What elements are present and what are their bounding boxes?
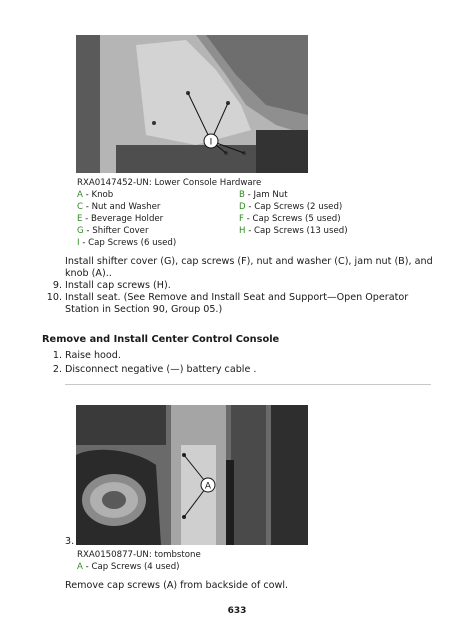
legend-item bbox=[77, 225, 149, 237]
callout-i-label: I bbox=[209, 137, 213, 148]
legend-item bbox=[239, 201, 342, 213]
legend-key: G bbox=[77, 226, 84, 236]
legend-text: - Cap Screws (2 used) bbox=[245, 202, 343, 212]
legend-text: - Cap Screws (6 used) bbox=[79, 238, 177, 248]
step-number: 3. bbox=[65, 536, 75, 547]
tombstone-figure bbox=[76, 405, 308, 545]
figure2-caption: RXA0150877-UN: tombstone bbox=[77, 550, 201, 560]
legend-text: - Cap Screws (4 used) bbox=[82, 562, 180, 572]
legend-item bbox=[77, 237, 176, 249]
legend-text: - Cap Screws (5 used) bbox=[243, 214, 341, 224]
legend-item bbox=[239, 189, 288, 201]
callout-a-label: A bbox=[204, 481, 212, 492]
figure1-caption: RXA0147452-UN: Lower Console Hardware bbox=[77, 178, 262, 188]
legend-text: - Shifter Cover bbox=[83, 226, 149, 236]
legend-item bbox=[77, 561, 180, 573]
legend-text: - Nut and Washer bbox=[83, 202, 161, 212]
legend-item bbox=[77, 189, 113, 201]
legend-item bbox=[239, 225, 348, 237]
legend-key: F bbox=[239, 214, 244, 224]
legend-key: H bbox=[239, 226, 246, 236]
divider bbox=[65, 384, 431, 385]
step-text: Raise hood. bbox=[65, 350, 121, 361]
step-number: 1. bbox=[52, 350, 62, 361]
legend-key: E bbox=[77, 214, 83, 224]
legend-key: A bbox=[77, 190, 83, 200]
step-text: Install seat. (See Remove and Install Seat and Support—Open Operator Station in Section 90, Group 05.) bbox=[65, 292, 409, 315]
instruction-text: Remove cap screws (A) from backside of cowl. bbox=[65, 580, 289, 591]
legend-text: - Cap Screws (13 used) bbox=[245, 226, 348, 236]
step-text: Install shifter cover (G), cap screws (F), nut and washer (C), jam nut (B), and knob (A).. bbox=[65, 256, 433, 279]
section-heading: Remove and Install Center Control Console bbox=[42, 334, 280, 345]
legend-key: D bbox=[239, 202, 246, 212]
step-text: Disconnect negative (—) battery cable . bbox=[65, 364, 257, 375]
legend-key: C bbox=[77, 202, 84, 212]
legend-key: B bbox=[239, 190, 245, 200]
legend-key: I bbox=[77, 238, 80, 248]
legend-text: - Knob bbox=[82, 190, 114, 200]
page-number: 633 bbox=[227, 606, 247, 616]
legend-item bbox=[239, 213, 341, 225]
legend-text: - Beverage Holder bbox=[82, 214, 164, 224]
step-number: 9. bbox=[52, 280, 62, 291]
hardware-figure bbox=[76, 35, 308, 173]
step-number: 10. bbox=[46, 292, 62, 303]
legend-text: - Jam Nut bbox=[244, 190, 288, 200]
step-number: 2. bbox=[52, 364, 62, 375]
legend-item bbox=[77, 201, 160, 213]
step-text: Install cap screws (H). bbox=[65, 280, 171, 291]
legend-key: A bbox=[77, 562, 83, 572]
step-item bbox=[65, 256, 437, 279]
legend-item bbox=[77, 213, 163, 225]
